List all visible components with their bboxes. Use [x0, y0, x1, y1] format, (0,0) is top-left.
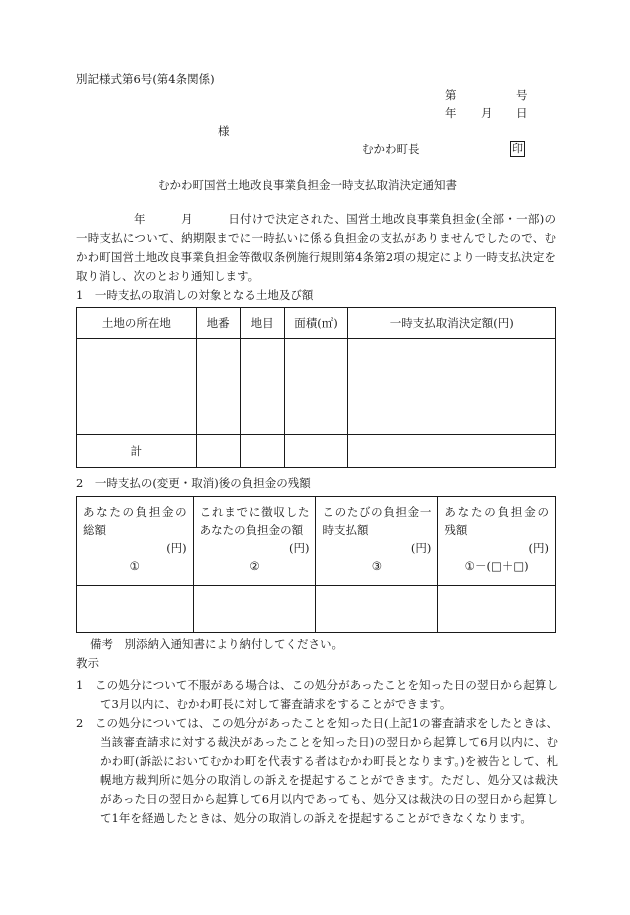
- land-table: [76, 307, 556, 468]
- header-lump-sum-mark: ③: [371, 559, 383, 573]
- cell-cancel-amount[interactable]: [348, 339, 556, 435]
- body-paragraph: 年 月 日付けで決定された、国営土地改良事業負担金(全部・一部)の一時支払について、納期限までに一時払いに係る負担金の支払がありませんでしたので、むかわ町国営土地改良事業負担金等徴収条例施行規則第4条第2項の規定により一時支払決定を取り消し、次のとおり通知します。: [76, 212, 556, 283]
- land-table-header-row: [77, 308, 556, 339]
- notice-heading: 教示: [76, 656, 99, 670]
- notice-item: 2 この処分については、この処分があったことを知った日(上記1の審査請求をしたときは、当該審査請求に対する裁決があったことを知った日)の翌日から起算して6月以内に、むかわ町(訴訟においてむかわ町を代表する者はむかわ町長となります。)を被告として、札幌地方裁判所に処分の取消しの訴えを提起することができます。ただし、処分又は裁決があった日の翌日から起算して6月以内であっても、処分又は裁決の日の翌日から起算して1年を経過したときは、処分の取消しの訴えを提起することができなくなります。: [76, 716, 558, 825]
- cell-location[interactable]: [77, 339, 197, 435]
- cell-lot-number[interactable]: [196, 339, 240, 435]
- header-lot-number: 地番: [196, 308, 240, 339]
- header-remaining-balance-line2: 残額: [444, 523, 468, 537]
- section2-heading: 2 一時支払の(変更・取消)後の負担金の残額: [76, 476, 311, 490]
- header-total-burden-line1: あなたの負担金の: [83, 505, 187, 519]
- notice-item: 1 この処分について不服がある場合は、この処分があったことを知った日の翌日から起算して3月以内に、むかわ町長に対して審査請求をすることができます。: [76, 678, 558, 711]
- document-title: むかわ町国営土地改良事業負担金一時支払取消決定通知書: [158, 178, 457, 192]
- section1-heading: 1 一時支払の取消しの対象となる土地及び額: [76, 288, 314, 302]
- header-collected-amount-unit: (円): [289, 541, 310, 555]
- header-lump-sum-unit: (円): [410, 541, 432, 555]
- value-lump-sum[interactable]: [316, 586, 438, 633]
- total-lot-number: [196, 435, 240, 468]
- date-month: 月: [481, 106, 493, 120]
- cell-area[interactable]: [284, 339, 348, 435]
- header-remaining-balance: [438, 497, 556, 586]
- balance-table-header-row: [77, 497, 556, 586]
- header-land-category: 地目: [240, 308, 284, 339]
- land-table-row: [77, 339, 556, 435]
- header-lump-sum: [316, 497, 438, 586]
- header-remaining-balance-line1: あなたの負担金の: [444, 505, 549, 519]
- header-remaining-balance-mark: ①－(□＋□): [464, 559, 529, 573]
- header-collected-amount-line1: これまでに徴収した: [199, 505, 310, 519]
- header-location: 土地の所在地: [77, 308, 197, 339]
- balance-table: [76, 496, 556, 633]
- remark: 備考 別添納入通知書により納付してください。: [90, 637, 343, 651]
- total-land-category: [240, 435, 284, 468]
- issuer-name: むかわ町長: [362, 142, 420, 156]
- header-collected-amount-line2: あなたの負担金の額: [199, 523, 304, 537]
- header-total-burden-mark: ①: [129, 559, 140, 573]
- header-total-burden: [77, 497, 194, 586]
- balance-table-value-row: [77, 586, 556, 633]
- header-lump-sum-line1: このたびの負担金一: [322, 505, 432, 519]
- land-table-total-row: [77, 435, 556, 468]
- value-collected-amount[interactable]: [193, 586, 316, 633]
- header-total-burden-unit: (円): [166, 541, 187, 555]
- notice-list: [76, 676, 558, 828]
- document-number-suffix: 号: [516, 88, 528, 102]
- document-number-prefix: 第: [445, 88, 457, 102]
- form-reference: 別記様式第6号(第4条関係): [76, 72, 215, 86]
- header-collected-amount-mark: ②: [249, 559, 260, 573]
- header-cancel-amount: 一時支払取消決定額(円): [348, 308, 556, 339]
- value-total-burden[interactable]: [77, 586, 194, 633]
- total-label: 計: [77, 435, 197, 468]
- header-collected-amount: [193, 497, 316, 586]
- seal-mark-text: 印: [512, 142, 523, 155]
- total-cancel-amount[interactable]: [348, 435, 556, 468]
- seal-mark: [510, 141, 525, 157]
- header-remaining-balance-unit: (円): [528, 541, 549, 555]
- date-day: 日: [516, 106, 528, 120]
- header-total-burden-line2: 総額: [83, 523, 106, 537]
- date-year: 年: [445, 106, 457, 120]
- header-lump-sum-line2: 時支払額: [322, 523, 369, 537]
- addressee-suffix: 様: [218, 124, 230, 138]
- value-remaining-balance[interactable]: [438, 586, 556, 633]
- header-area: 面積(㎡): [284, 308, 348, 339]
- cell-land-category[interactable]: [240, 339, 284, 435]
- total-area[interactable]: [284, 435, 348, 468]
